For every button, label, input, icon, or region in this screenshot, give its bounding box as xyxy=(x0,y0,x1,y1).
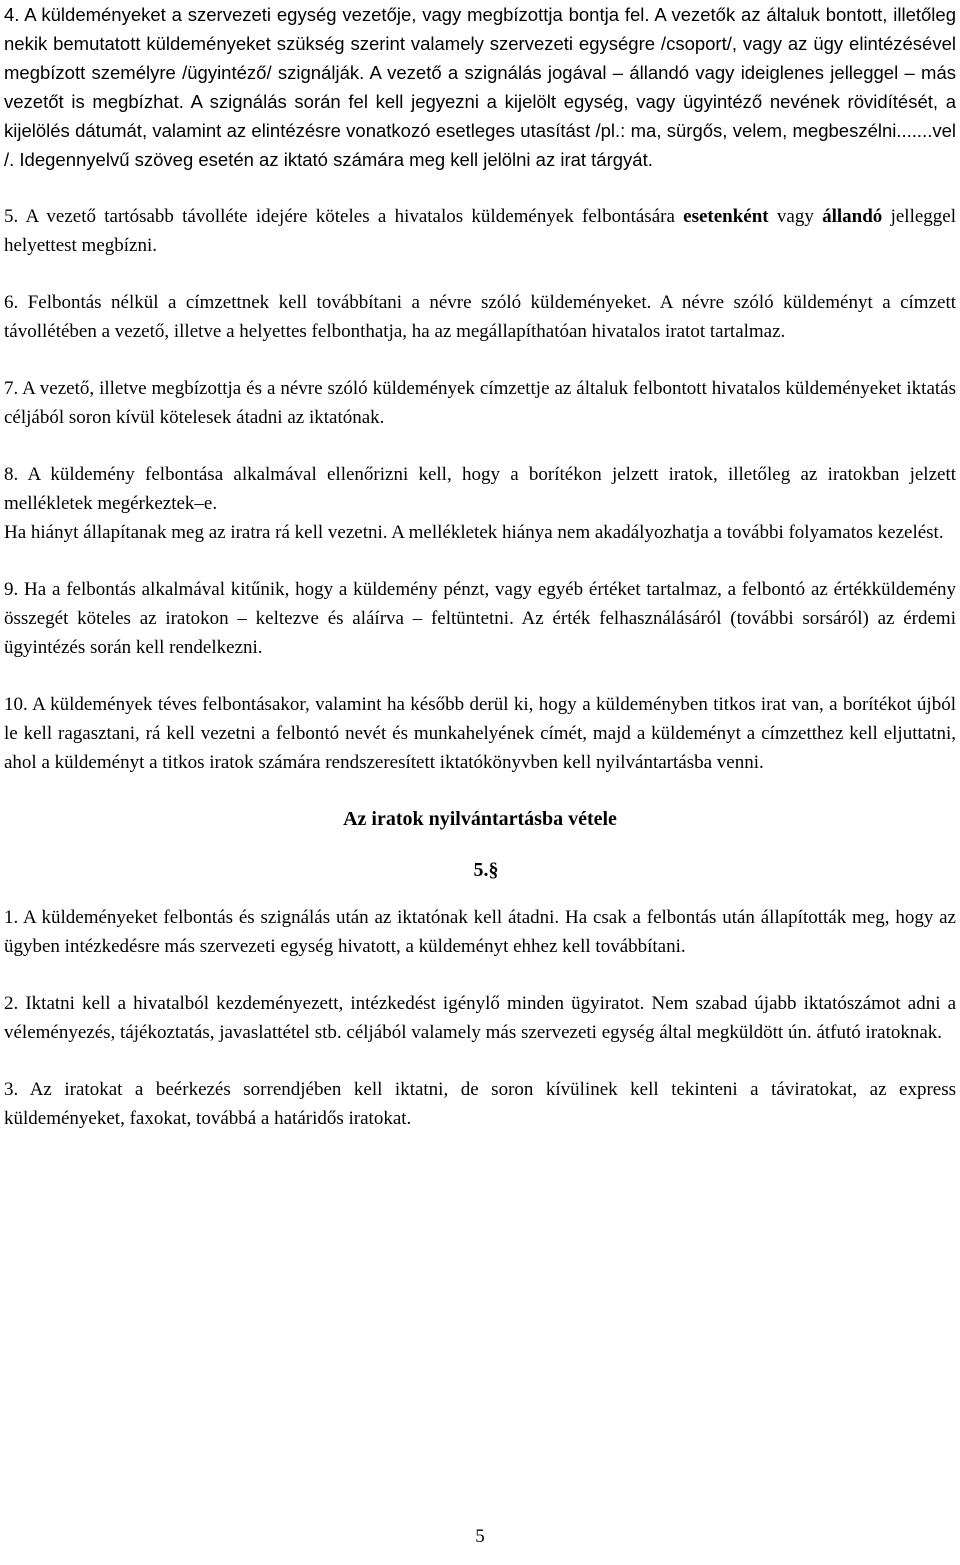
paragraph-section5-item-3: 3. Az iratokat a beérkezés sorrendjében kell iktatni, de soron kívülinek kell tekinteni a táviratokat, az express küldeményeket, faxokat, továbbá a határidős iratokat. xyxy=(4,1079,956,1129)
paragraph-item-4: 4. A küldeményeket a szervezeti egység vezetője, vagy megbízottja bontja fel. A vezetők az általuk bontott, illetőleg nekik bemutatott küldeményeket szükség szerint valamely szervezeti egységre /csoport/, vagy az ügy elintézésével megbízott személyre /ügyintéző/ szignálják. A vezető a szignálás jogával – állandó vagy ideiglenes jelleggel – más vezetőt is megbízhat. A szignálás során fel kell jegyezni a kijelölt egység, vagy ügyintéző nevének rövidítését, a kijelölés dátumát, valamint az elintézésre vonatkozó esetleges utasítást /pl.: ma, sürgős, velem, megbeszélni.......vel /. Idegennyelvű szöveg esetén az iktató számára meg kell jelölni az irat tárgyát. xyxy=(4,4,956,170)
item-5-bold-permanent: állandó xyxy=(822,206,883,227)
item-5-text-part2: vagy xyxy=(768,206,823,227)
paragraph-section5-item-1: 1. A küldeményeket felbontás és szignálás után az iktatónak kell átadni. Ha csak a felbontás után állapították meg, hogy az ügyben intézkedésre más szervezeti egység hivatott, a küldeményt ehhez kell továbbítani. xyxy=(4,907,956,957)
paragraph-section5-item-2: 2. Iktatni kell a hivatalból kezdeményezett, intézkedést igénylő minden ügyiratot. Nem szabad újabb iktatószámot adni a véleményezés, tájékoztatás, javaslattétel stb. céljából valamely más szervezeti egység által megküldött ún. átfutó iratoknak. xyxy=(4,993,956,1043)
paragraph-item-8-continued: Ha hiányt állapítanak meg az iratra rá kell vezetni. A mellékletek hiánya nem akadályozhatja a további folyamatos kezelést. xyxy=(4,522,944,543)
item-5-bold-occasionally: esetenként xyxy=(683,206,769,227)
paragraph-item-9: 9. Ha a felbontás alkalmával kitűnik, hogy a küldemény pénzt, vagy egyéb értéket tartalmaz, a felbontó az értékküldemény összegét köteles az iratokon – keltezve és aláírva – feltüntetni. Az érték felhasználásáról (további sorsáról) az érdemi ügyintézés során kell rendelkezni. xyxy=(4,579,956,658)
section-heading: Az iratok nyilvántartásba vétele xyxy=(343,808,617,830)
section-number: 5.§ xyxy=(473,859,499,881)
paragraph-item-7: 7. A vezető, illetve megbízottja és a névre szóló küldemények címzettje az általuk felbontott hivatalos küldeményeket iktatás céljából soron kívül kötelesek átadni az iktatónak. xyxy=(4,378,956,428)
paragraph-item-6: 6. Felbontás nélkül a címzettnek kell továbbítani a névre szóló küldeményeket. A névre szóló küldeményt a címzett távollétében a vezető, illetve a helyettes felbonthatja, ha az megállapíthatóan hivatalos iratot tartalmaz. xyxy=(4,292,956,342)
paragraph-item-10: 10. A küldemények téves felbontásakor, valamint ha később derül ki, hogy a küldeményben titkos irat van, a borítékot újból le kell ragasztani, rá kell vezetni a felbontó nevét és munkahelyének címét, majd a küldeményt a címzetthez kell eljuttatni, ahol a küldeményt a titkos iratok számára rendszeresített iktatókönyvben kell nyilvántartásba venni. xyxy=(4,694,956,773)
paragraph-item-5 xyxy=(4,202,956,260)
page-number: 5 xyxy=(475,1526,485,1547)
item-5-text-part3: jelleggel helyettest megbízni. xyxy=(4,206,956,256)
item-5-text-part1: 5. A vezető tartósabb távolléte idejére köteles a hivatalos küldemények felbontására xyxy=(4,206,684,227)
paragraph-item-8: 8. A küldemény felbontása alkalmával ellenőrizni kell, hogy a borítékon jelzett iratok, illetőleg az iratokban jelzett mellékletek megérkeztek–e. xyxy=(4,464,956,514)
